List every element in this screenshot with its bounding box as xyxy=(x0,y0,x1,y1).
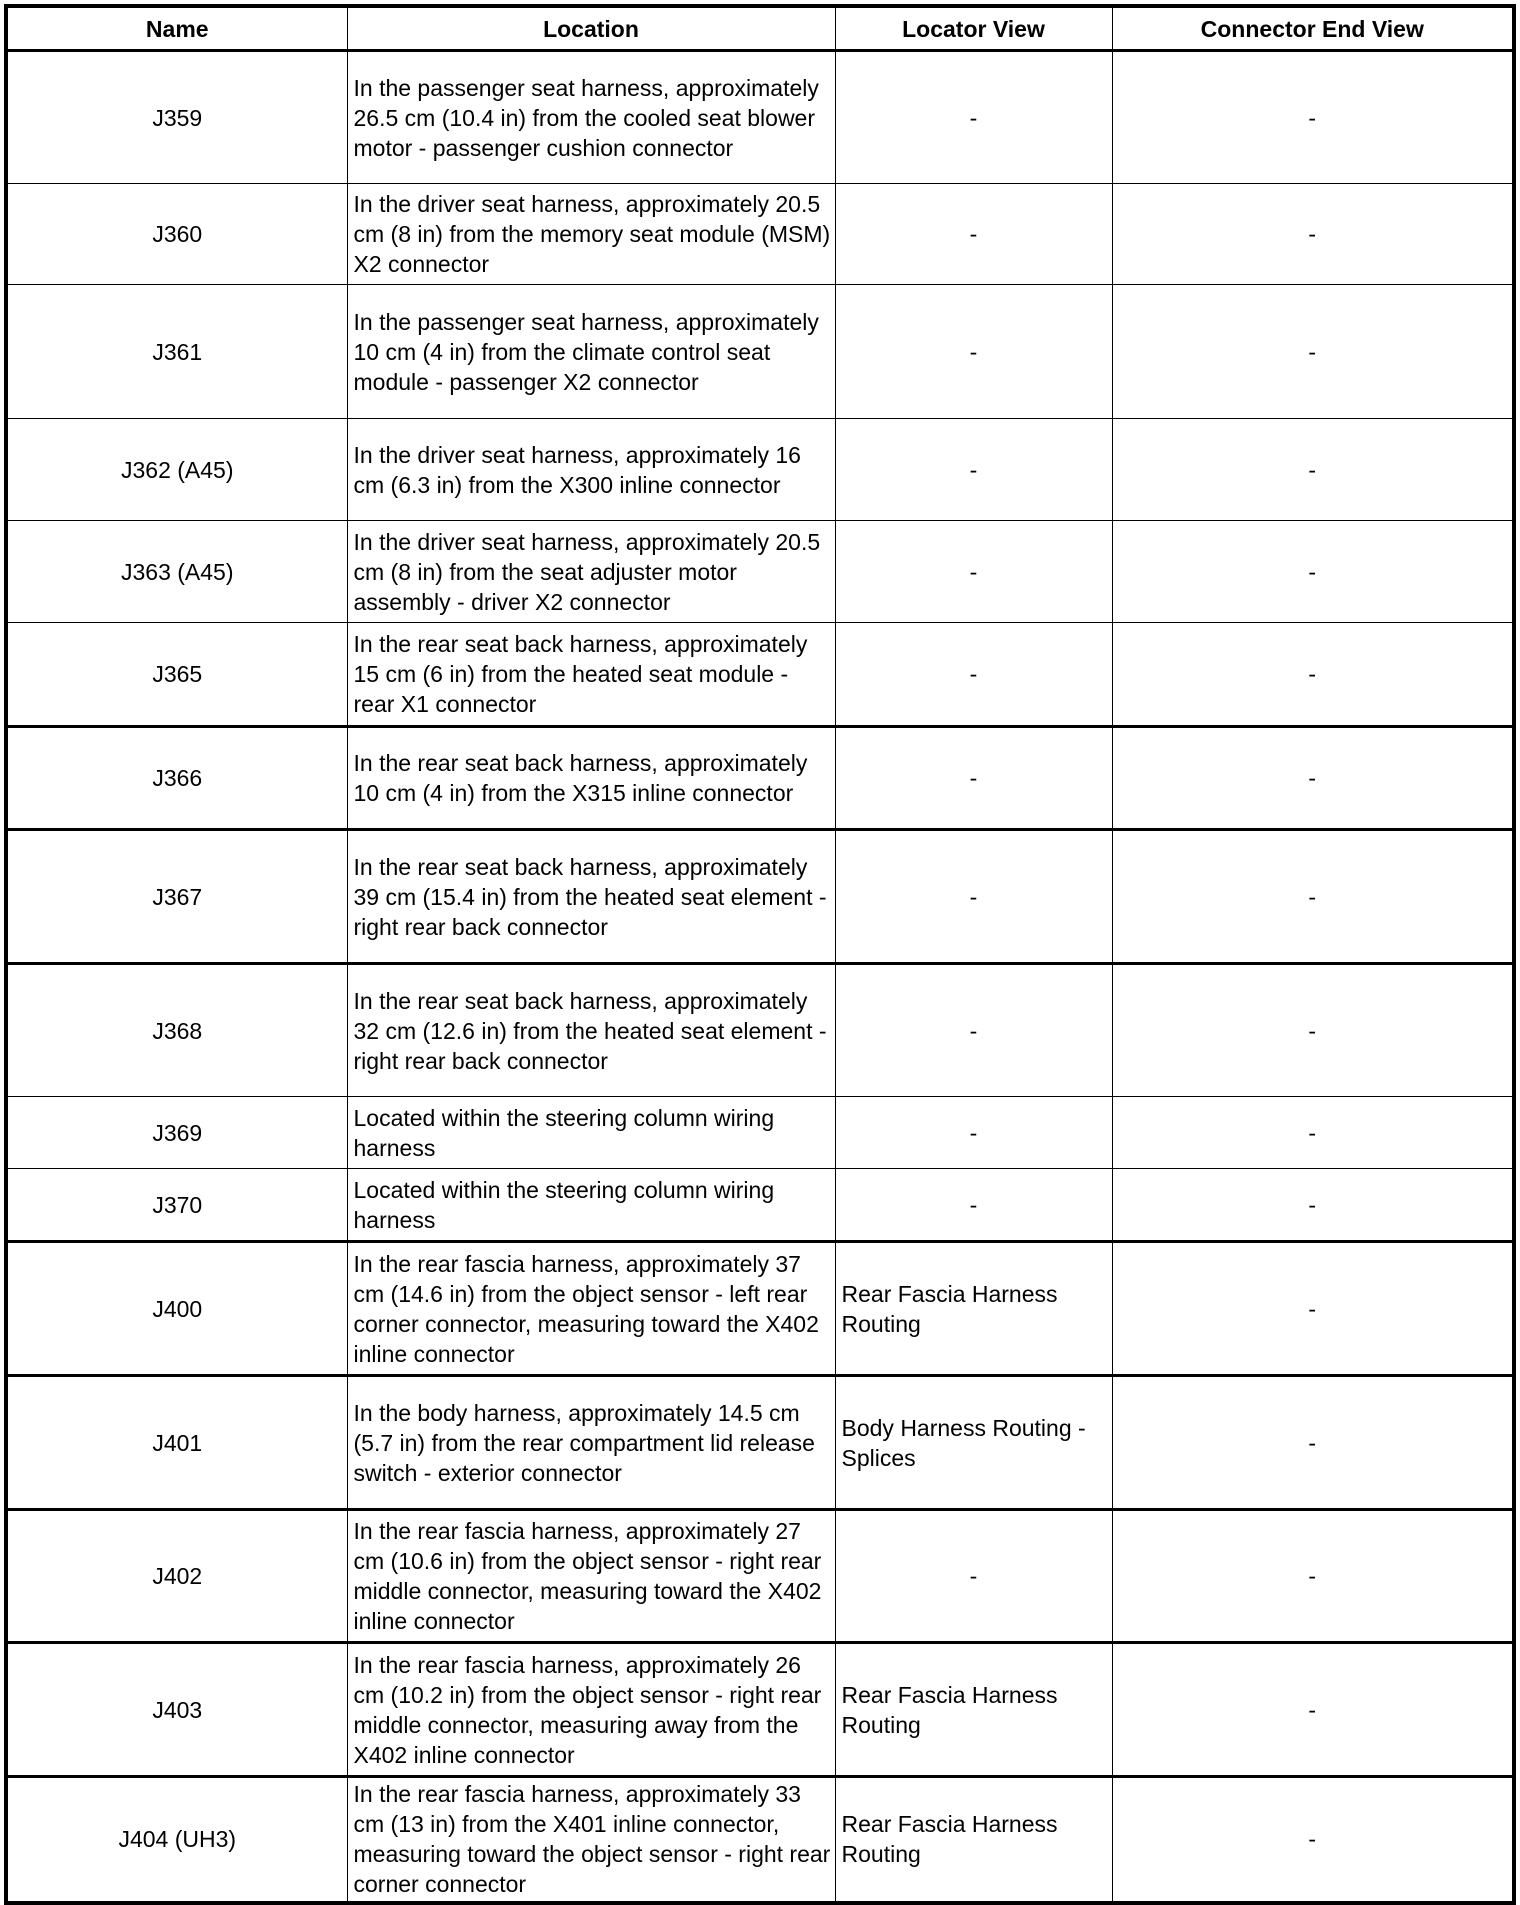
location-cell: In the passenger seat harness, approximately 10 cm (4 in) from the climate control seat module - passenger X2 connector xyxy=(347,285,835,419)
connector-end-view-cell: - xyxy=(1112,1376,1514,1510)
location-cell: In the driver seat harness, approximately 20.5 cm (8 in) from the seat adjuster motor assembly - driver X2 connector xyxy=(347,521,835,623)
splice-name-cell: J403 xyxy=(6,1643,347,1777)
connector-end-view-cell: - xyxy=(1112,727,1514,830)
location-cell: In the driver seat harness, approximately 20.5 cm (8 in) from the memory seat module (MSM) X2 connector xyxy=(347,184,835,285)
header-location: Location xyxy=(347,6,835,51)
table-row xyxy=(6,521,1514,623)
splice-name-cell: J370 xyxy=(6,1169,347,1242)
table-row xyxy=(6,51,1514,184)
header-locator-view: Locator View xyxy=(835,6,1112,51)
table-row xyxy=(6,1097,1514,1169)
locator-view-link[interactable]: Rear Fascia Harness Routing xyxy=(835,1242,1112,1376)
connector-end-view-cell: - xyxy=(1112,419,1514,521)
splice-name-cell: J359 xyxy=(6,51,347,184)
splice-name-cell: J369 xyxy=(6,1097,347,1169)
table-row xyxy=(6,1510,1514,1643)
table-row xyxy=(6,623,1514,727)
locator-view-cell: - xyxy=(835,285,1112,419)
location-cell: Located within the steering column wiring harness xyxy=(347,1097,835,1169)
location-cell: In the rear seat back harness, approximately 32 cm (12.6 in) from the heated seat element - right rear back connector xyxy=(347,964,835,1097)
location-cell: In the passenger seat harness, approximately 26.5 cm (10.4 in) from the cooled seat blower motor - passenger cushion connector xyxy=(347,51,835,184)
locator-view-cell: - xyxy=(835,727,1112,830)
header-name: Name xyxy=(6,6,347,51)
table-row xyxy=(6,1169,1514,1242)
connector-end-view-cell: - xyxy=(1112,1097,1514,1169)
locator-view-cell: - xyxy=(835,830,1112,964)
table-row xyxy=(6,727,1514,830)
locator-view-cell: - xyxy=(835,964,1112,1097)
table-header-row xyxy=(6,6,1514,51)
connector-end-view-cell: - xyxy=(1112,1643,1514,1777)
connector-end-view-cell: - xyxy=(1112,1510,1514,1643)
locator-view-cell: - xyxy=(835,184,1112,285)
location-cell: In the driver seat harness, approximately 16 cm (6.3 in) from the X300 inline connector xyxy=(347,419,835,521)
splice-name-cell: J366 xyxy=(6,727,347,830)
table-row xyxy=(6,1777,1514,1903)
location-cell: In the rear seat back harness, approximately 10 cm (4 in) from the X315 inline connector xyxy=(347,727,835,830)
splice-name-cell: J401 xyxy=(6,1376,347,1510)
splice-name-cell: J360 xyxy=(6,184,347,285)
splice-name-cell: J367 xyxy=(6,830,347,964)
splice-location-table xyxy=(4,4,1516,1905)
splice-name-cell: J361 xyxy=(6,285,347,419)
connector-end-view-cell: - xyxy=(1112,184,1514,285)
table-row xyxy=(6,285,1514,419)
table-row xyxy=(6,964,1514,1097)
locator-view-cell: - xyxy=(835,1510,1112,1643)
locator-view-cell: - xyxy=(835,51,1112,184)
table-body xyxy=(6,51,1514,1903)
locator-view-cell: - xyxy=(835,1097,1112,1169)
locator-view-cell: - xyxy=(835,1169,1112,1242)
splice-name-cell: J365 xyxy=(6,623,347,727)
locator-view-cell: - xyxy=(835,623,1112,727)
table-row xyxy=(6,1376,1514,1510)
locator-view-link[interactable]: Rear Fascia Harness Routing xyxy=(835,1777,1112,1903)
location-cell: In the rear fascia harness, approximately 37 cm (14.6 in) from the object sensor - left rear corner connector, measuring toward the X402 inline connector xyxy=(347,1242,835,1376)
splice-name-cell: J363 (A45) xyxy=(6,521,347,623)
table-row xyxy=(6,419,1514,521)
locator-view-cell: - xyxy=(835,521,1112,623)
location-cell: In the rear fascia harness, approximately 27 cm (10.6 in) from the object sensor - right rear middle connector, measuring toward the X402 inline connector xyxy=(347,1510,835,1643)
connector-end-view-cell: - xyxy=(1112,285,1514,419)
splice-name-cell: J402 xyxy=(6,1510,347,1643)
splice-name-cell: J400 xyxy=(6,1242,347,1376)
table-row xyxy=(6,1643,1514,1777)
connector-end-view-cell: - xyxy=(1112,964,1514,1097)
location-cell: Located within the steering column wiring harness xyxy=(347,1169,835,1242)
connector-end-view-cell: - xyxy=(1112,1777,1514,1903)
locator-view-cell: - xyxy=(835,419,1112,521)
connector-end-view-cell: - xyxy=(1112,1169,1514,1242)
splice-name-cell: J404 (UH3) xyxy=(6,1777,347,1903)
location-cell: In the rear fascia harness, approximately 33 cm (13 in) from the X401 inline connector, measuring toward the object sensor - right rear corner connector xyxy=(347,1777,835,1903)
location-cell: In the body harness, approximately 14.5 cm (5.7 in) from the rear compartment lid release switch - exterior connector xyxy=(347,1376,835,1510)
location-cell: In the rear fascia harness, approximately 26 cm (10.2 in) from the object sensor - right rear middle connector, measuring away from the X402 inline connector xyxy=(347,1643,835,1777)
table-row xyxy=(6,1242,1514,1376)
connector-end-view-cell: - xyxy=(1112,623,1514,727)
table-row xyxy=(6,184,1514,285)
splice-location-document xyxy=(4,4,1512,1905)
splice-name-cell: J368 xyxy=(6,964,347,1097)
connector-end-view-cell: - xyxy=(1112,51,1514,184)
header-connector-end-view: Connector End View xyxy=(1112,6,1514,51)
location-cell: In the rear seat back harness, approximately 39 cm (15.4 in) from the heated seat element - right rear back connector xyxy=(347,830,835,964)
locator-view-link[interactable]: Rear Fascia Harness Routing xyxy=(835,1643,1112,1777)
splice-name-cell: J362 (A45) xyxy=(6,419,347,521)
table-row xyxy=(6,830,1514,964)
connector-end-view-cell: - xyxy=(1112,521,1514,623)
connector-end-view-cell: - xyxy=(1112,1242,1514,1376)
location-cell: In the rear seat back harness, approximately 15 cm (6 in) from the heated seat module - rear X1 connector xyxy=(347,623,835,727)
locator-view-link[interactable]: Body Harness Routing - Splices xyxy=(835,1376,1112,1510)
connector-end-view-cell: - xyxy=(1112,830,1514,964)
